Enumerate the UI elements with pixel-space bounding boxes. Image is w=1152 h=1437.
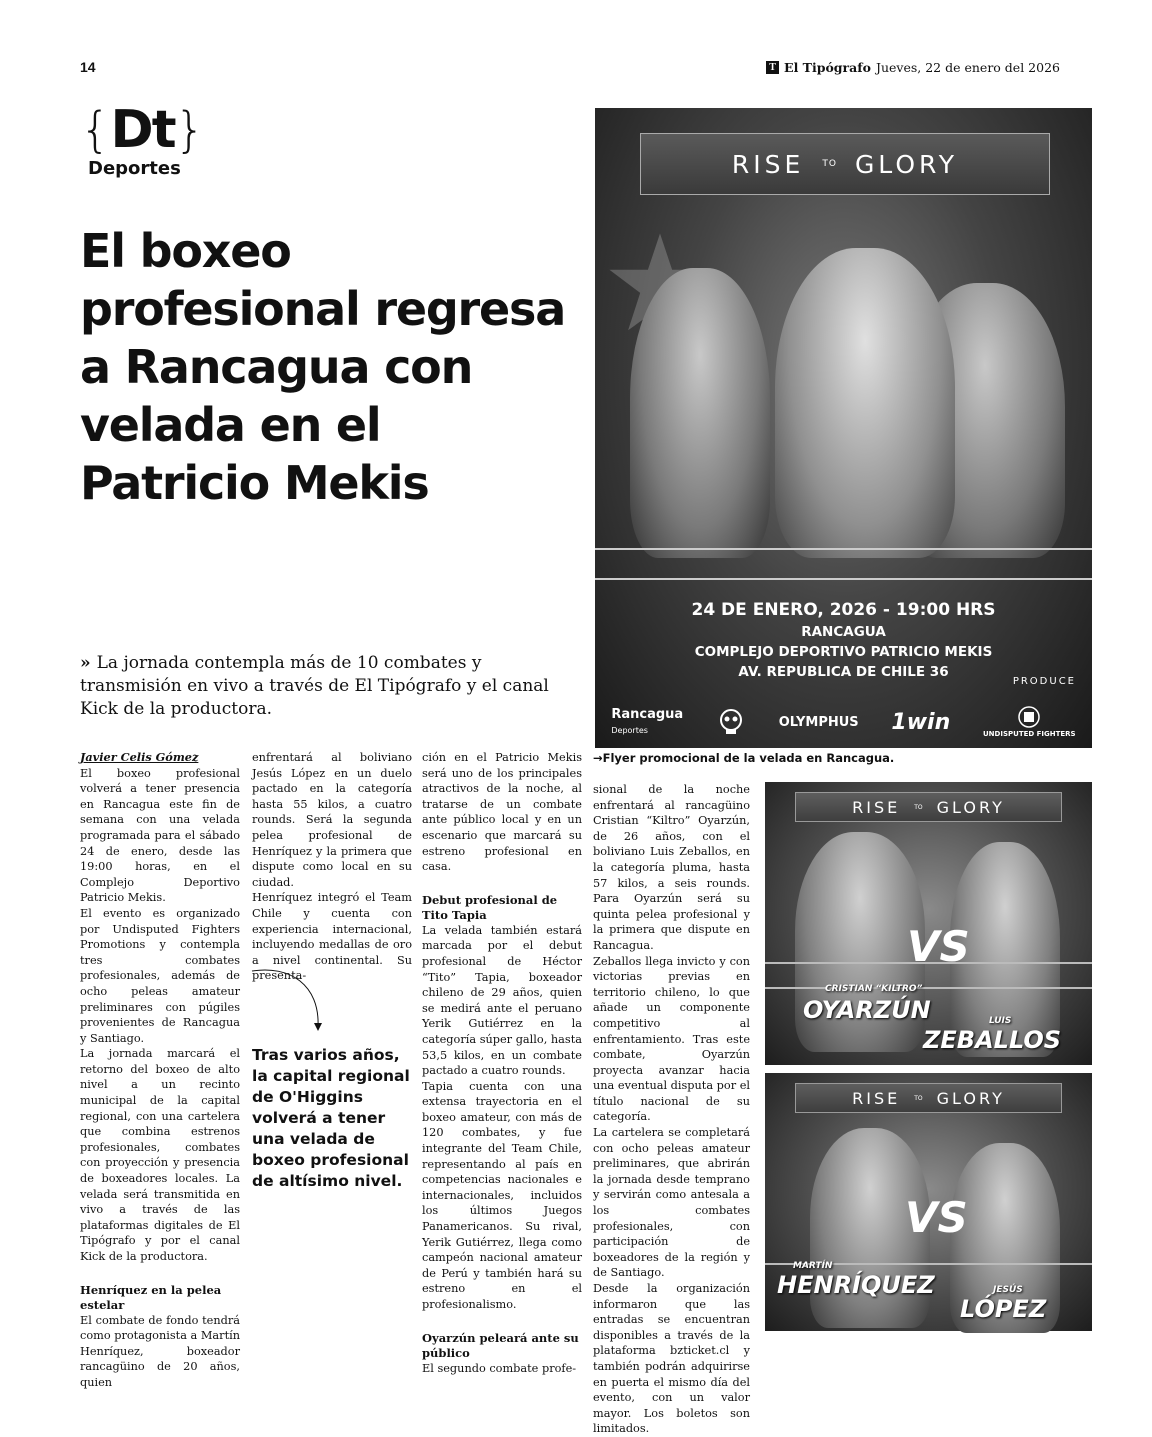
section-label <box>80 100 210 179</box>
sponsor-rancagua-name: Rancagua <box>611 707 684 722</box>
article-column-3 <box>422 750 582 1376</box>
pull-quote: Tras varios años, la capital regional de O'Higgins volverá a tener una velada de boxeo profesional de altísimo nivel. <box>252 1046 410 1190</box>
paragraph: Henríquez integró el Team Chile y cuenta con experiencia internacional, incluyendo medallas de oro a nivel continental. Su presenta- <box>252 891 412 983</box>
paragraph: Tapia cuenta con una extensa trayectoria en el boxeo amateur, con más de 120 combates, y fue integrante del Team Chile, representando al país en competencias nacionales e internacionales, incluidos los últimos Juegos Panamericanos. Su rival, Yerik Gutiérrez, llega como campeón nacional amateur de Perú y también hará su estreno en el profesionalismo. <box>422 1079 582 1311</box>
section-abbr: Dt <box>110 100 175 160</box>
sponsor-strip <box>595 706 1092 738</box>
sponsor-olymphus: OLYMPHUS <box>778 714 859 730</box>
flyer-title-rise: RISE <box>731 149 805 179</box>
flyer-address: AV. REPUBLICA DE CHILE 36 <box>738 664 949 680</box>
ring-rope <box>595 578 1092 580</box>
fighter-a-nickname: CRISTIAN “KILTRO” <box>825 984 923 994</box>
undisputed-logo-icon <box>1012 706 1046 728</box>
skull-logo-icon <box>716 707 746 737</box>
fight-card-rise: RISE <box>852 1088 901 1108</box>
fight-card-oyarzun-zeballos <box>765 782 1092 1065</box>
paragraph: sional de la noche enfrentará al rancagüino Cristian “Kiltro” Oyarzún, de 26 años, con el boliviano Luis Zeballos, en la categoría pluma, hasta 57 kilos, a seis rounds. Para Oyarzún será su quinta pelea profesional y la primera que dispute en Rancagua. <box>593 783 750 952</box>
fight-vs: VS <box>907 922 970 971</box>
subheading: Henríquez en la pelea estelar <box>80 1282 222 1312</box>
page-number: 14 <box>80 59 96 75</box>
flyer-venue: COMPLEJO DEPORTIVO PATRICIO MEKIS <box>694 644 993 660</box>
paragraph: Desde la organización informaron que las entradas se encuentran disponibles a través de la plataforma bzticket.cl y también podrán adquirirse en puerta el mismo día del evento, con un valor mayor. Los boletos son limitados. <box>593 1282 750 1436</box>
fighter-center-image <box>775 248 955 558</box>
masthead <box>766 60 1060 75</box>
publication-name: El Tipógrafo <box>784 60 871 75</box>
fighter-a-name: OYARZÚN <box>803 996 931 1024</box>
paragraph: El segundo combate profe- <box>422 1361 577 1375</box>
fighter-left-image <box>630 268 770 558</box>
fight-card-rise: RISE <box>852 797 901 817</box>
article-column-2 <box>252 750 412 984</box>
paragraph: ción en el Patricio Mekis será uno de los principales atractivos de la noche, al tratarse de un combate ante público local y en un escenario que marcará su estreno profesional en casa. <box>422 751 582 874</box>
byline: Javier Celis Gómez <box>80 750 199 764</box>
paragraph: La cartelera se completará con ocho peleas amateur preliminares, que abrirán la jornada desde temprano y servirán como antesala a los combates profesionales, con participación de boxeadores de la región y de Santiago. <box>593 1126 750 1280</box>
issue-date: Jueves, 22 de enero del 2026 <box>875 60 1060 75</box>
flyer-title-glory: GLORY <box>854 149 959 179</box>
flyer-city: RANCAGUA <box>801 624 886 640</box>
lead-mark-icon: » <box>80 653 91 673</box>
section-brace-open: { <box>80 102 111 158</box>
fight-card-banner <box>795 1083 1062 1113</box>
fighter-b-first: LUIS <box>989 1016 1012 1026</box>
flyer-date: 24 DE ENERO, 2026 - 19:00 HRS <box>691 600 996 620</box>
fight-card-glory: GLORY <box>936 797 1005 817</box>
sponsor-1win: 1win <box>891 709 951 735</box>
paragraph: La velada también estará marcada por el debut profesional de Héctor “Tito” Tapia, boxeador chileno de 29 años, quien se medirá ante el peruano Yerik Gutiérrez en la categoría súper gallo, hasta 53,5 kilos, en un combate pactado a cuatro rounds. <box>422 923 582 1078</box>
fighter-b-name: ZEBALLOS <box>923 1026 1062 1054</box>
fighter-a-first: MARTÍN <box>793 1261 833 1271</box>
lead-paragraph <box>80 652 580 721</box>
fighter-a-name: HENRÍQUEZ <box>777 1271 935 1299</box>
lead-text: La jornada contempla más de 10 combates y transmisión en vivo a través de El Tipógrafo y el canal Kick de la productora. <box>80 653 549 719</box>
subheading: Debut profesional de Tito Tapia <box>422 892 558 922</box>
paragraph: La jornada marcará el retorno del boxeo de alto nivel a un recinto municipal de la capital regional, con una cartelera que combina estrenos profesionales, combates con proyección y presencia de boxeadores locales. La velada será transmitida en vivo a través de las plataformas digitales de El Tipógrafo y por el canal Kick de la productora. <box>80 1047 240 1263</box>
paragraph: Zeballos llega invicto y con victorias previas en territorio chileno, lo que añade un componente competitivo al enfrentamiento. Tras este combate, Oyarzún proyecta avanzar hacia una eventual disputa por el título nacional de su categoría. <box>593 954 750 1124</box>
paragraph: El boxeo profesional volverá a tener presencia en Rancagua este fin de semana con una velada programada para el sábado 24 de enero, desde las 19:00 horas, en el Complejo Deportivo Patricio Mekis. <box>80 766 240 905</box>
section-brace-close: } <box>174 102 206 158</box>
paragraph: El evento es organizado por Undisputed Fighters Promotions y contempla tres combates profesionales, además de ocho peleas amateur preliminares con púgiles provenientes de Rancagua y Santiago. <box>80 906 240 1045</box>
sponsor-undisputed-name: UNDISPUTED FIGHTERS <box>983 730 1076 738</box>
fight-card-to: TO <box>914 1094 923 1102</box>
flyer-produce-label: PRODUCE <box>1012 676 1076 687</box>
subheading: Oyarzún peleará ante su público <box>422 1330 579 1360</box>
pull-quote-arrow-icon <box>250 965 330 1035</box>
sponsor-undisputed <box>983 706 1076 738</box>
fight-card-to: TO <box>914 803 923 811</box>
section-name: Deportes <box>88 158 181 179</box>
article-column-1 <box>80 750 240 1391</box>
headline: El boxeo profesional regresa a Rancagua con velada en el Patricio Mekis <box>80 224 566 510</box>
fight-vs: VS <box>905 1193 968 1242</box>
fight-card-banner <box>795 792 1062 822</box>
fighter-b-name: LÓPEZ <box>960 1295 1047 1323</box>
paragraph: El combate de fondo tendrá como protagonista a Martín Henríquez, boxeador rancagüino de 20 años, quien <box>80 1313 240 1389</box>
promo-flyer <box>595 108 1092 748</box>
flyer-title-to: TO <box>822 159 837 169</box>
ring-rope <box>765 987 1092 989</box>
publication-logo-icon: T <box>766 61 779 74</box>
flyer-title-banner <box>640 133 1050 195</box>
fight-card-henriquez-lopez <box>765 1073 1092 1331</box>
ring-rope <box>595 548 1092 550</box>
sponsor-rancagua <box>611 707 683 737</box>
fighter-b-first: JESÚS <box>993 1285 1023 1295</box>
article-column-4 <box>593 782 750 1437</box>
paragraph: enfrentará al boliviano Jesús López en un duelo pactado en la categoría hasta 55 kilos, a cuatro rounds. Será la segunda pelea profesional de Henríquez y la primera que dispute como local en su ciudad. <box>252 751 412 889</box>
fight-card-glory: GLORY <box>936 1088 1005 1108</box>
sponsor-rancagua-sub: Deportes <box>611 726 648 735</box>
flyer-caption: →Flyer promocional de la velada en Rancagua. <box>593 751 895 765</box>
